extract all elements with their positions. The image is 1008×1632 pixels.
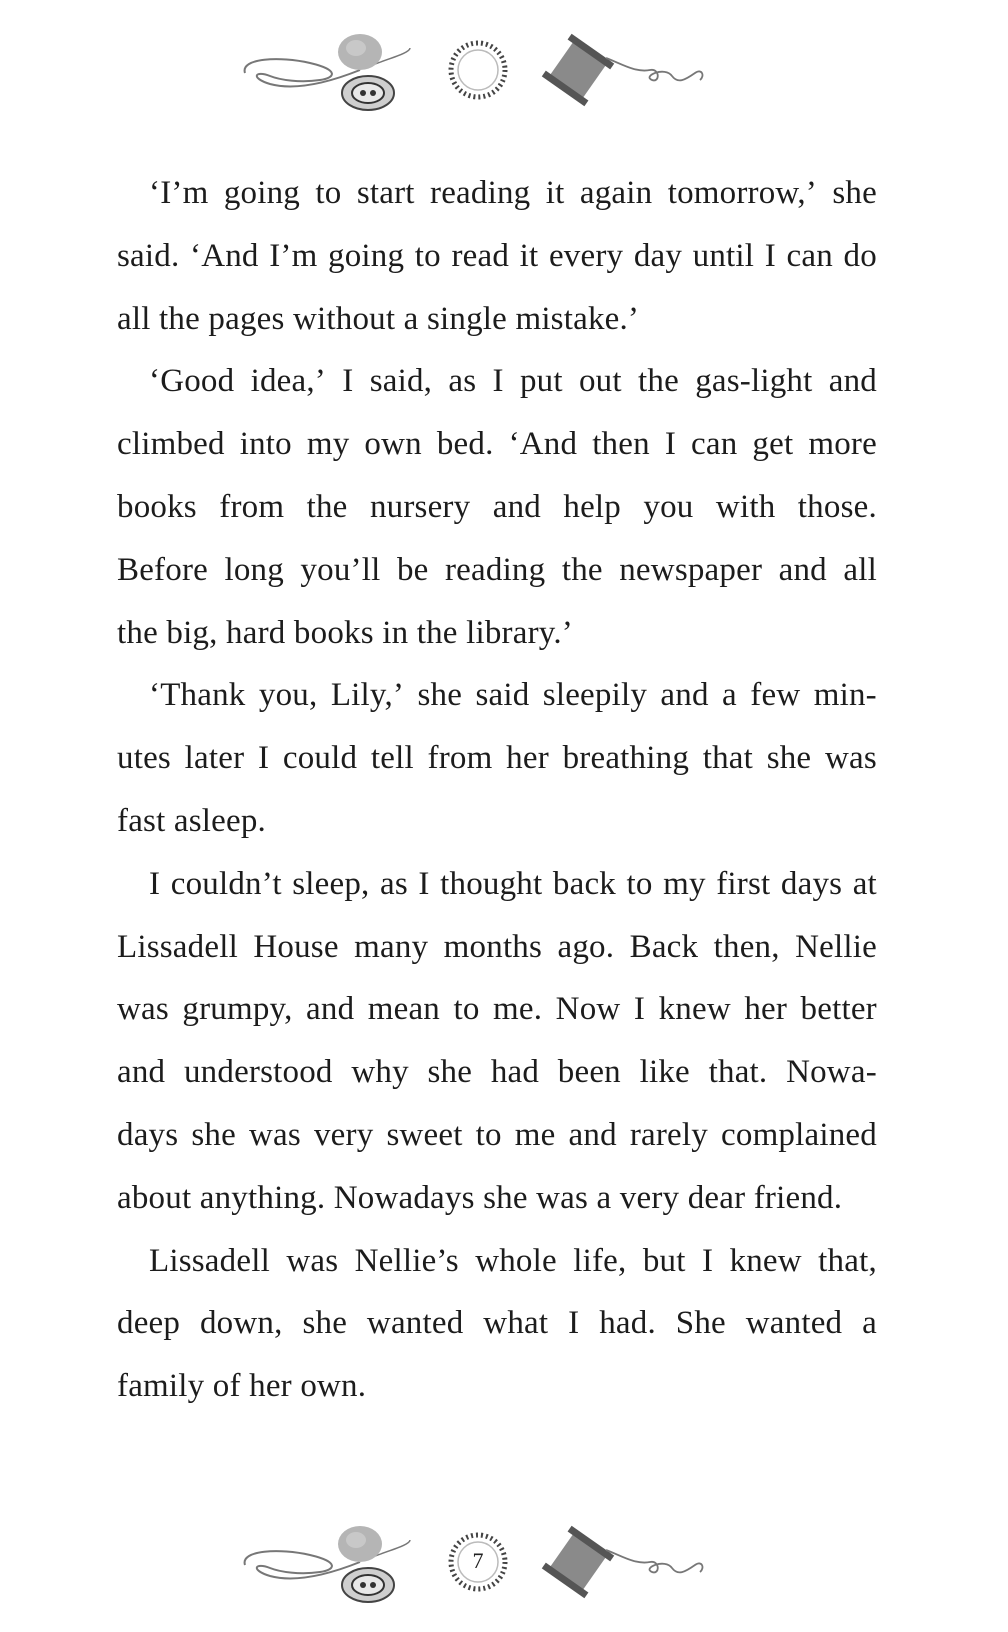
text-line: fast asleep. xyxy=(117,802,266,839)
curl-thread-icon xyxy=(606,58,702,80)
sewing-ornament-bottom xyxy=(240,1510,760,1620)
text-line: utes later I could tell from her breathing that she was xyxy=(117,740,877,777)
footer-ornament xyxy=(240,1510,760,1620)
text-line: deep down, she wanted what I had. She wanted a xyxy=(117,1305,877,1342)
text-line: family of her own. xyxy=(117,1368,367,1405)
text-line: all the pages without a single mistake.’ xyxy=(117,300,640,337)
body-text xyxy=(117,162,877,1418)
thread-spool-icon xyxy=(542,34,614,106)
sewing-ornament-top xyxy=(240,18,760,128)
text-line: climbed into my own bed. ‘And then I can get more xyxy=(117,426,877,463)
text-line: books from the nursery and help you with those. xyxy=(117,488,877,525)
tape-measure-icon xyxy=(451,43,505,97)
text-line: Before long you’ll be reading the newspaper and all xyxy=(117,551,877,588)
text-line: ‘Thank you, Lily,’ she said sleepily and a few min- xyxy=(149,677,877,714)
button-icon xyxy=(342,76,394,110)
text-line: Lissadell was Nellie’s whole life, but I knew that, xyxy=(149,1242,877,1279)
text-line: was grumpy, and mean to me. Now I knew her better xyxy=(117,991,877,1028)
text-line: ‘Good idea,’ I said, as I put out the gas-light and xyxy=(149,363,877,400)
text-line: I couldn’t sleep, as I thought back to my first days at xyxy=(149,865,877,902)
thimble-icon xyxy=(338,34,382,70)
button-icon xyxy=(342,1568,394,1602)
thread-spool-icon xyxy=(542,1526,614,1598)
text-line: Lissadell House many months ago. Back then, Nellie xyxy=(117,928,877,965)
thimble-icon xyxy=(338,1526,382,1562)
page-number: 7 xyxy=(472,1548,484,1573)
text-line: said. ‘And I’m going to read it every day until I can do xyxy=(117,237,877,274)
curl-thread-icon xyxy=(606,1550,702,1572)
text-line: about anything. Nowadays she was a very dear friend. xyxy=(117,1179,843,1216)
header-ornament xyxy=(240,18,760,128)
text-line: ‘I’m going to start reading it again tomorrow,’ she xyxy=(149,175,877,211)
text-line: the big, hard books in the library.’ xyxy=(117,614,573,651)
text-line: days she was very sweet to me and rarely complained xyxy=(117,1116,877,1153)
text-line: and understood why she had been like that. Nowa- xyxy=(117,1054,877,1091)
